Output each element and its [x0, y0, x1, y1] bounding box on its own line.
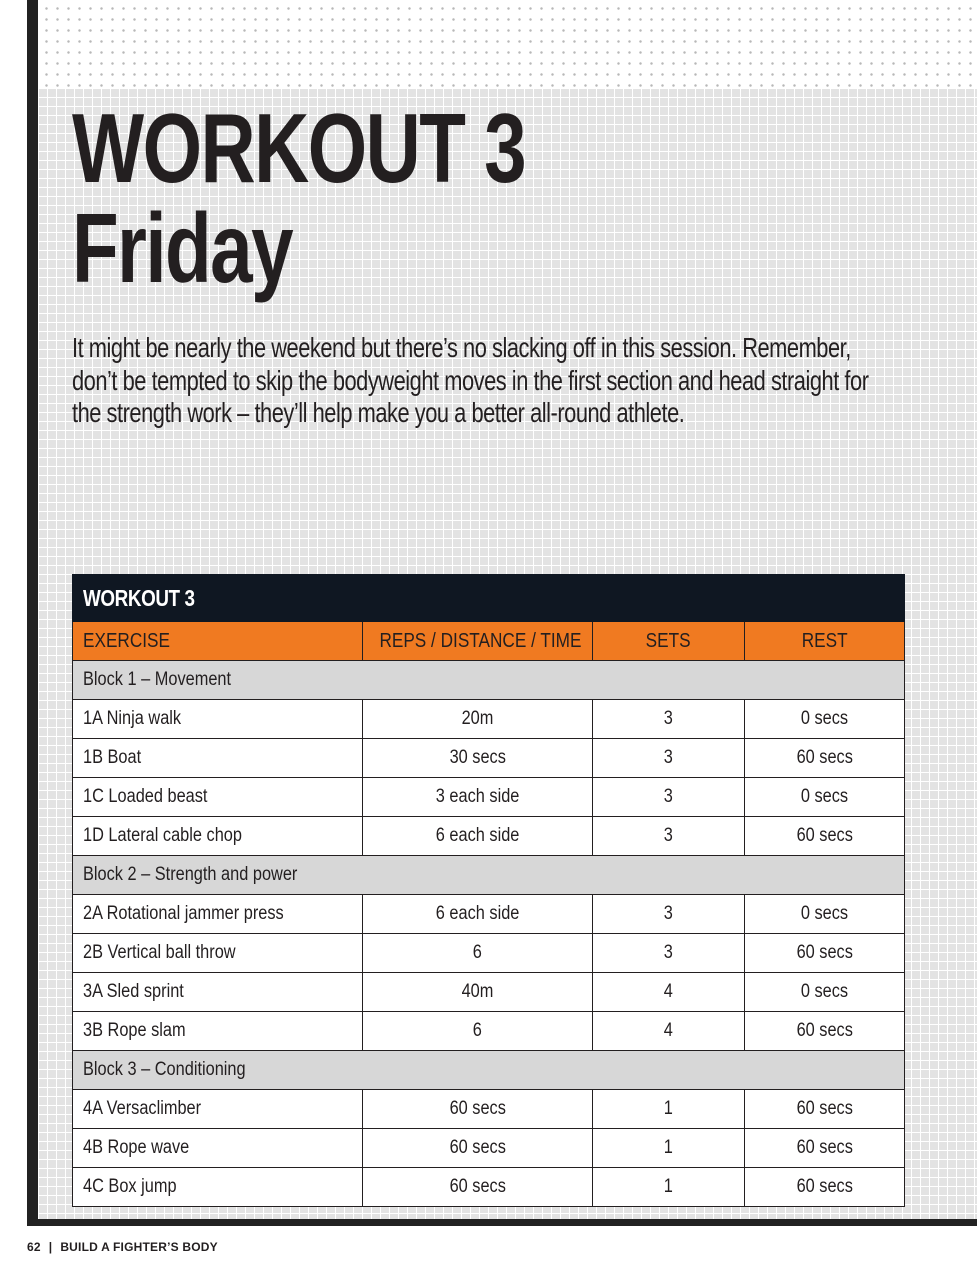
cell-rest: 60 secs [745, 1012, 905, 1051]
publication-name: BUILD A FIGHTER’S BODY [60, 1240, 218, 1254]
panel-bottom-bar [27, 1219, 977, 1226]
column-header-row [73, 622, 905, 661]
page-number: 62 [27, 1240, 41, 1254]
workout-table [72, 574, 905, 1207]
table-row [73, 700, 905, 739]
cell-rest: 0 secs [745, 778, 905, 817]
cell-reps: 3 each side [363, 778, 593, 817]
cell-rest: 60 secs [745, 934, 905, 973]
table-row [73, 1129, 905, 1168]
column-header-exercise: EXERCISE [73, 622, 363, 661]
cell-rest: 0 secs [745, 700, 905, 739]
cell-sets: 3 [593, 817, 745, 856]
cell-reps: 30 secs [363, 739, 593, 778]
cell-reps: 60 secs [363, 1090, 593, 1129]
workout-table-container [72, 574, 904, 1207]
cell-sets: 3 [593, 700, 745, 739]
cell-rest: 60 secs [745, 817, 905, 856]
cell-exercise: 1C Loaded beast [73, 778, 363, 817]
table-row [73, 895, 905, 934]
cell-exercise: 4C Box jump [73, 1168, 363, 1207]
cell-exercise: 4A Versaclimber [73, 1090, 363, 1129]
table-row [73, 973, 905, 1012]
cell-sets: 4 [593, 973, 745, 1012]
column-header-reps: REPS / DISTANCE / TIME [363, 622, 593, 661]
table-row [73, 1090, 905, 1129]
cell-sets: 1 [593, 1090, 745, 1129]
block-label: Block 3 – Conditioning [73, 1051, 905, 1090]
page-title [72, 93, 526, 303]
table-row [73, 934, 905, 973]
cell-exercise: 4B Rope wave [73, 1129, 363, 1168]
cell-rest: 60 secs [745, 1090, 905, 1129]
title-line-workout: WORKOUT 3 [72, 93, 526, 203]
cell-reps: 6 each side [363, 817, 593, 856]
cell-reps: 60 secs [363, 1129, 593, 1168]
table-row [73, 1012, 905, 1051]
title-line-day: Friday [72, 193, 293, 303]
cell-sets: 1 [593, 1129, 745, 1168]
footer-separator: | [48, 1240, 53, 1254]
intro-paragraph: It might be nearly the weekend but there’s no slacking off in this session. Remember, don’t be tempted to skip the bodyweight moves in the first section and head straight for the strength work – they’ll help make you a better all-round athlete. [72, 332, 869, 428]
cell-sets: 3 [593, 778, 745, 817]
block-row [73, 661, 905, 700]
cell-sets: 3 [593, 895, 745, 934]
cell-sets: 3 [593, 739, 745, 778]
page-edge-bar [27, 0, 38, 1226]
cell-exercise: 3B Rope slam [73, 1012, 363, 1051]
cell-exercise: 2A Rotational jammer press [73, 895, 363, 934]
table-row [73, 817, 905, 856]
cell-rest: 60 secs [745, 1168, 905, 1207]
cell-exercise: 1D Lateral cable chop [73, 817, 363, 856]
cell-reps: 6 [363, 934, 593, 973]
dotted-background [38, 0, 977, 88]
table-row [73, 778, 905, 817]
block-row [73, 1051, 905, 1090]
column-header-sets: SETS [593, 622, 745, 661]
cell-reps: 20m [363, 700, 593, 739]
table-row [73, 739, 905, 778]
cell-exercise: 2B Vertical ball throw [73, 934, 363, 973]
cell-sets: 3 [593, 934, 745, 973]
cell-exercise: 1B Boat [73, 739, 363, 778]
cell-rest: 60 secs [745, 1129, 905, 1168]
cell-rest: 0 secs [745, 973, 905, 1012]
cell-sets: 4 [593, 1012, 745, 1051]
table-heading: WORKOUT 3 [73, 575, 905, 622]
table-row [73, 1168, 905, 1207]
column-header-rest: REST [745, 622, 905, 661]
block-label: Block 2 – Strength and power [73, 856, 905, 895]
cell-sets: 1 [593, 1168, 745, 1207]
cell-exercise: 1A Ninja walk [73, 700, 363, 739]
cell-reps: 60 secs [363, 1168, 593, 1207]
cell-exercise: 3A Sled sprint [73, 973, 363, 1012]
cell-rest: 60 secs [745, 739, 905, 778]
block-label: Block 1 – Movement [73, 661, 905, 700]
table-heading-row [73, 575, 905, 622]
page-footer [27, 1240, 218, 1254]
cell-rest: 0 secs [745, 895, 905, 934]
cell-reps: 40m [363, 973, 593, 1012]
cell-reps: 6 [363, 1012, 593, 1051]
cell-reps: 6 each side [363, 895, 593, 934]
block-row [73, 856, 905, 895]
